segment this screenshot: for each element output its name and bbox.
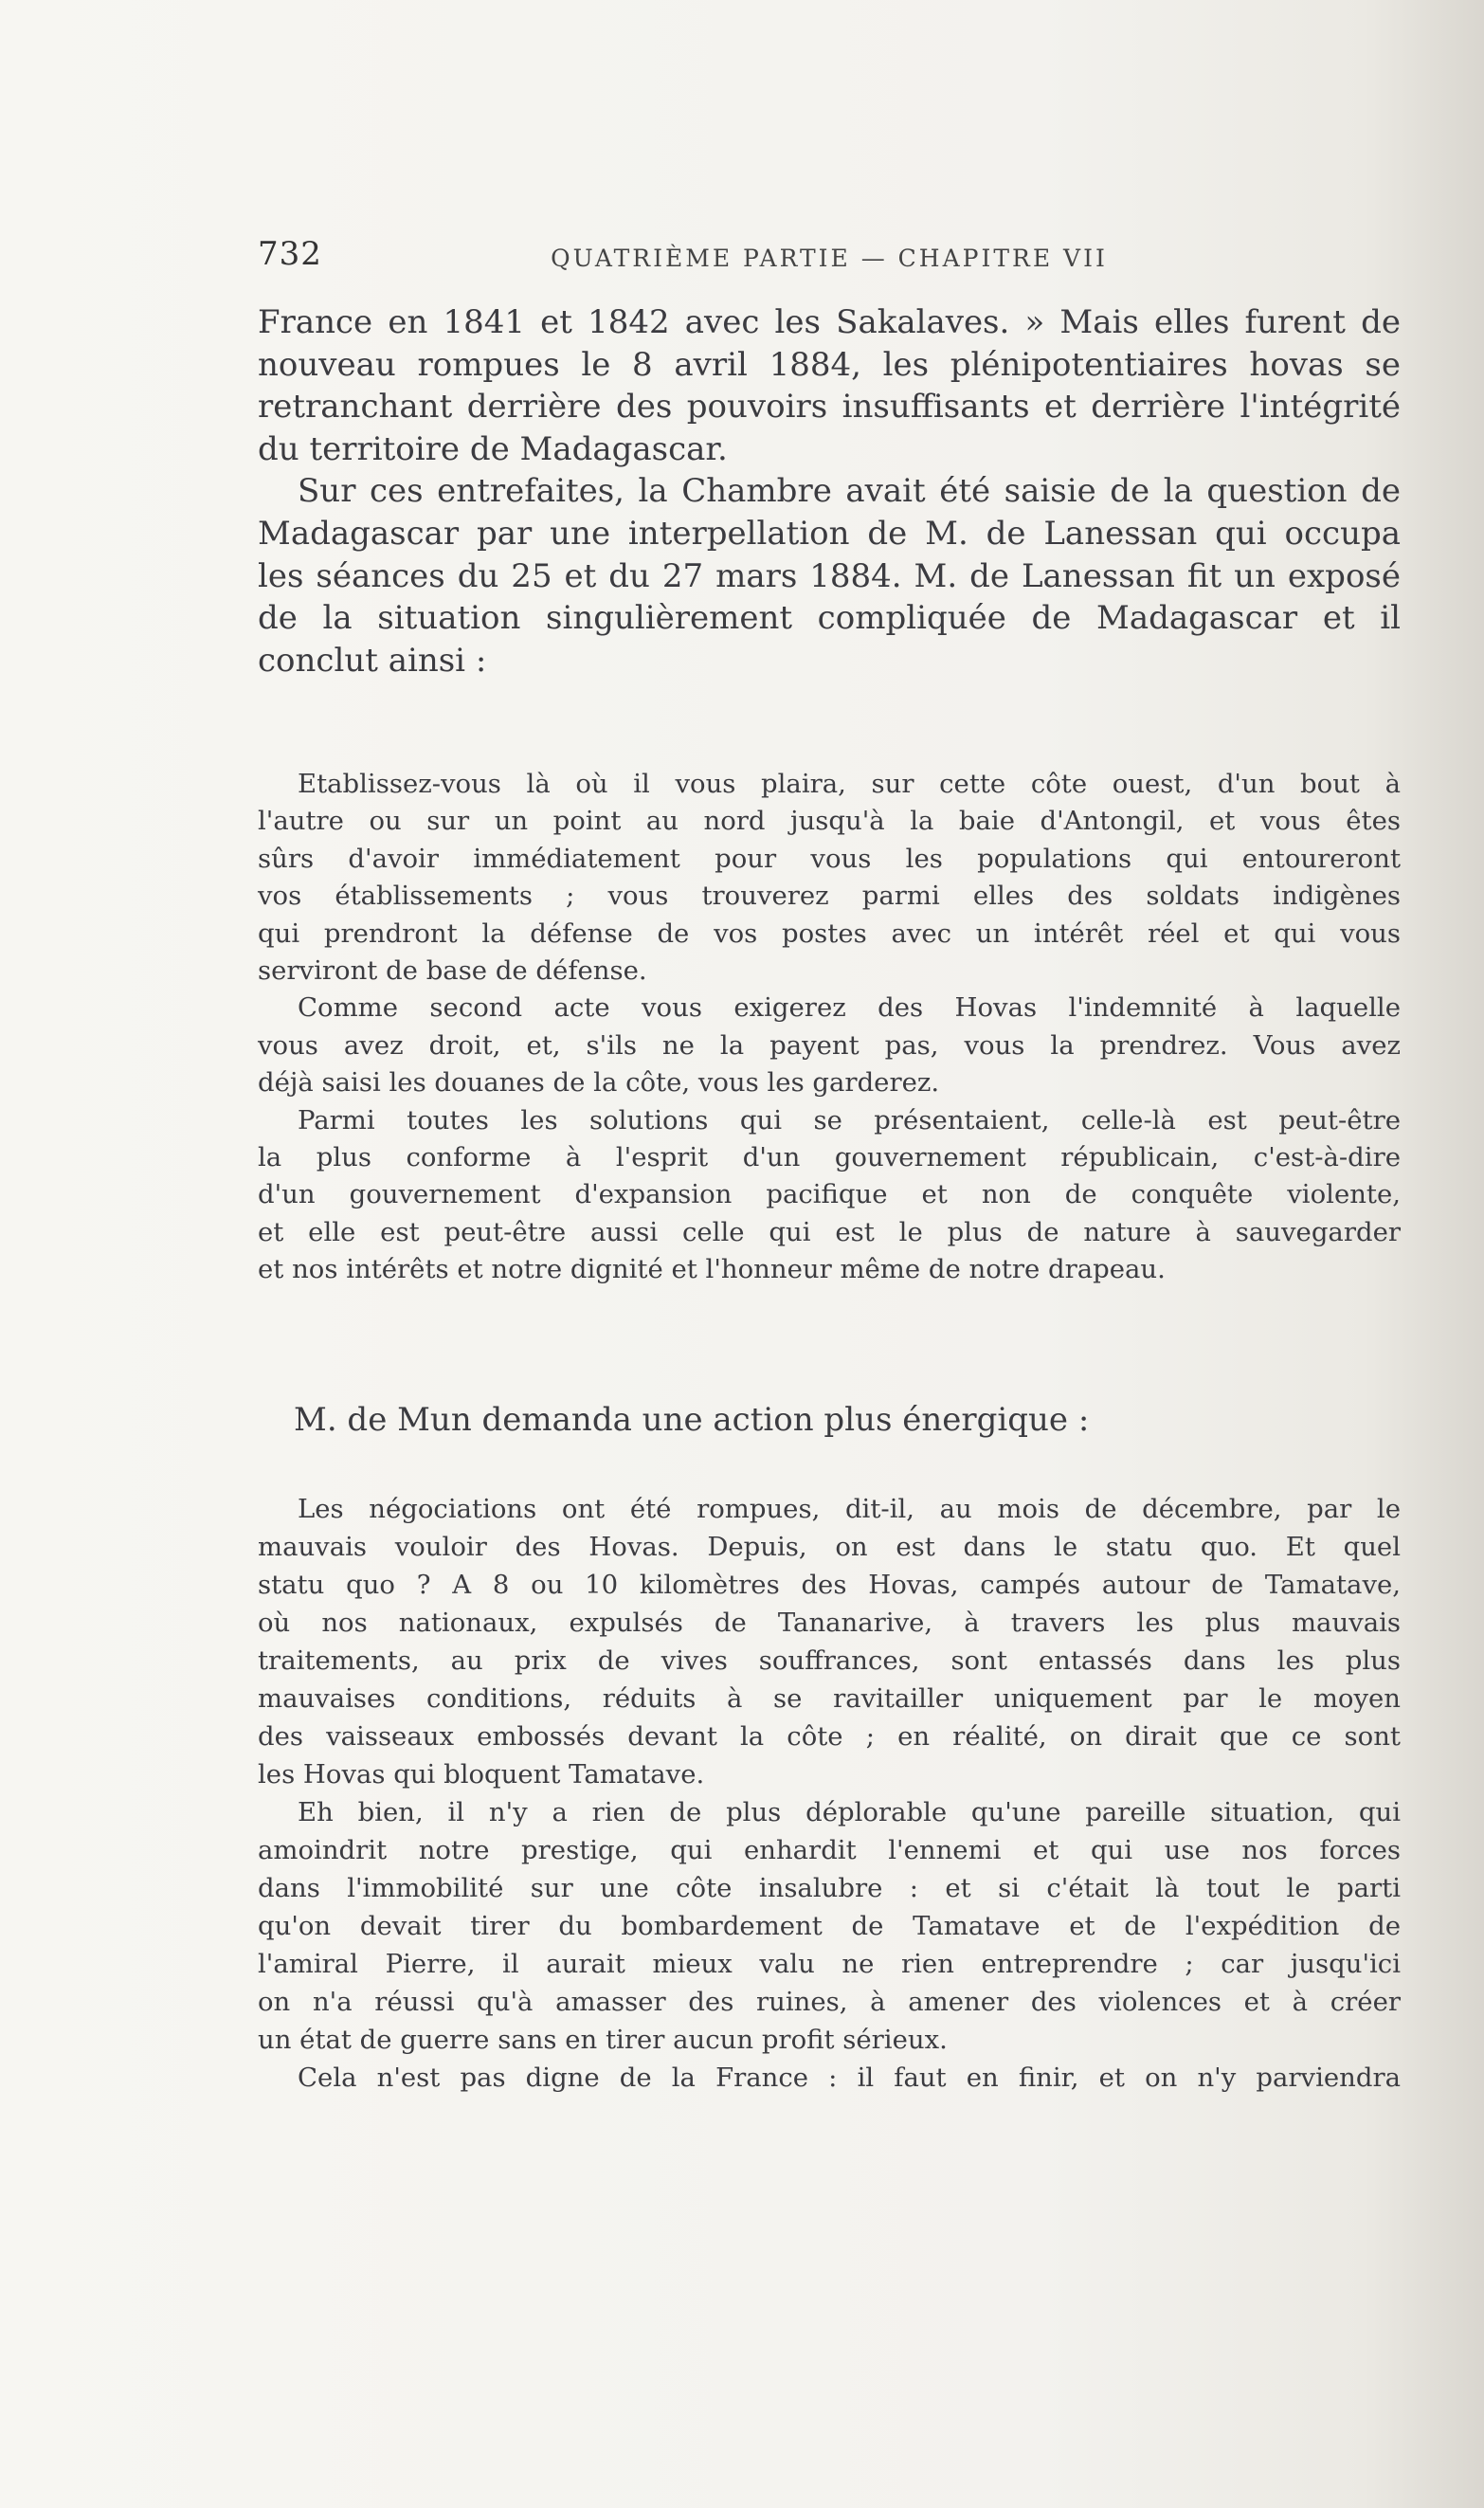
- text-line: Sur ces entrefaites, la Chambre avait été saisie de la question de: [298, 472, 1401, 511]
- quote-line: l'autre ou sur un point au nord jusqu'à la baie d'Antongil, et vous êtes: [258, 806, 1401, 837]
- quote-line: Les négociations ont été rompues, dit-il, au mois de décembre, par le: [298, 1494, 1401, 1524]
- quote-line: Parmi toutes les solutions qui se présentaient, celle-là est peut-être: [298, 1104, 1401, 1136]
- quote-line: sûrs d'avoir immédiatement pour vous les populations qui entoureront: [258, 843, 1401, 874]
- quote-line: la plus conforme à l'esprit d'un gouvernement républicain, c'est-à-dire: [258, 1142, 1401, 1173]
- quote-line: dans l'immobilité sur une côte insalubre : et si c'était là tout le parti: [258, 1873, 1401, 1903]
- quote-line: où nos nationaux, expulsés de Tananarive, à travers les plus mauvais: [258, 1608, 1401, 1638]
- text-line: de la situation singulièrement compliquée de Madagascar et il: [258, 599, 1401, 638]
- body-paragraphs: [258, 301, 1401, 682]
- quote-line: et elle est peut-être aussi celle qui est le plus de nature à sauvegarder: [258, 1216, 1401, 1247]
- quote-line: vos établissements ; vous trouverez parmi elles des soldats indigènes: [258, 881, 1401, 912]
- quote-mun: [258, 1490, 1401, 2097]
- text-line: Madagascar par une interpellation de M. de Lanessan qui occupa: [258, 514, 1401, 553]
- quote-line: amoindrit notre prestige, qui enhardit l'ennemi et qui use nos forces: [258, 1835, 1401, 1865]
- quote-line: statu quo ? A 8 ou 10 kilomètres des Hovas, campés autour de Tamatave,: [258, 1570, 1401, 1600]
- text-line: les séances du 25 et du 27 mars 1884. M. de Lanessan fit un exposé: [258, 556, 1401, 595]
- quote-line: qu'on devait tirer du bombardement de Tamatave et de l'expédition de: [258, 1911, 1401, 1941]
- quote-line: Cela n'est pas digne de la France : il faut en finir, et on n'y parviendra: [298, 2063, 1401, 2093]
- quote-line: serviront de base de défense.: [258, 955, 647, 987]
- text-line: France en 1841 et 1842 avec les Sakalaves. » Mais elles furent de: [258, 303, 1401, 341]
- quote-line: Etablissez-vous là où il vous plaira, sur cette côte ouest, d'un bout à: [298, 769, 1401, 799]
- quote-line: Comme second acte vous exigerez des Hovas l'indemnité à laquelle: [298, 992, 1401, 1024]
- text-line: nouveau rompues le 8 avril 1884, les plénipotentiaires hovas se: [258, 345, 1401, 384]
- text-line: retranchant derrière des pouvoirs insuffisants et derrière l'intégrité: [258, 388, 1401, 427]
- running-head: QUATRIÈME PARTIE — CHAPITRE VII: [551, 245, 1108, 272]
- page-header: [258, 235, 1401, 282]
- quote-line: l'amiral Pierre, il aurait mieux valu ne rien entreprendre ; car jusqu'ici: [258, 1949, 1401, 1979]
- quote-lanessan: [258, 766, 1401, 1289]
- quote-line: mauvais vouloir des Hovas. Depuis, on est dans le statu quo. Et quel: [258, 1532, 1401, 1562]
- quote-line: les Hovas qui bloquent Tamatave.: [258, 1759, 705, 1790]
- text-line: du territoire de Madagascar.: [258, 429, 728, 468]
- quote-line: d'un gouvernement d'expansion pacifique et non de conquête violente,: [258, 1179, 1401, 1210]
- quote-line: vous avez droit, et, s'ils ne la payent pas, vous la prendrez. Vous avez: [258, 1029, 1401, 1061]
- intro-mun: M. de Mun demanda une action plus énergique :: [294, 1401, 1090, 1439]
- text-line: conclut ainsi :: [258, 641, 487, 680]
- quote-line: et nos intérêts et notre dignité et l'honneur même de notre drapeau.: [258, 1254, 1166, 1285]
- quote-line: mauvaises conditions, réduits à se ravitailler uniquement par le moyen: [258, 1683, 1401, 1714]
- quote-line: un état de guerre sans en tirer aucun profit sérieux.: [258, 2025, 948, 2055]
- quote-line: traitements, au prix de vives souffrances, sont entassés dans les plus: [258, 1645, 1401, 1676]
- quote-line: Eh bien, il n'y a rien de plus déplorable qu'une pareille situation, qui: [298, 1797, 1401, 1827]
- page-number: 732: [258, 235, 322, 273]
- quote-line: déjà saisi les douanes de la côte, vous les garderez.: [258, 1067, 940, 1099]
- quote-line: qui prendront la défense de vos postes avec un intérêt réel et qui vous: [258, 918, 1401, 949]
- quote-line: des vaisseaux embossés devant la côte ; en réalité, on dirait que ce sont: [258, 1721, 1401, 1752]
- quote-line: on n'a réussi qu'à amasser des ruines, à amener des violences et à créer: [258, 1987, 1401, 2017]
